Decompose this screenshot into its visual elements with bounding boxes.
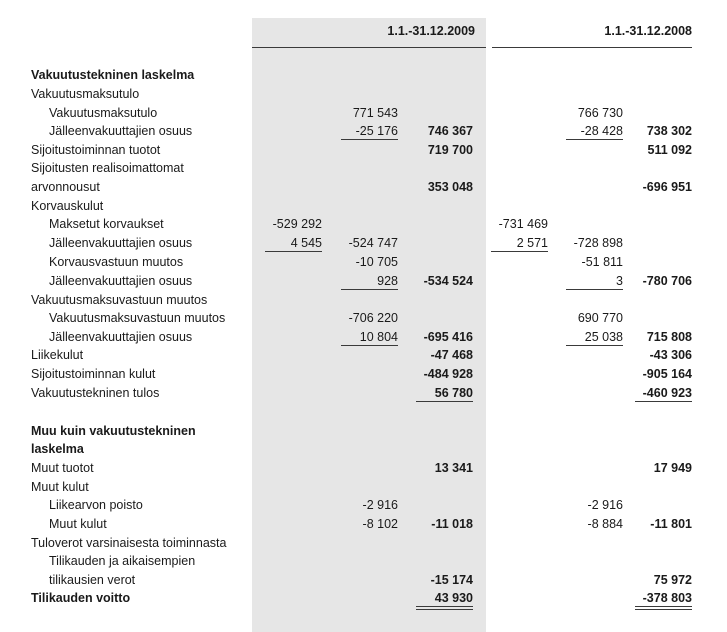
cell-2008-total: -378 803 (642, 591, 692, 605)
cell-2009-detail: -2 916 (362, 498, 398, 512)
cell-2008-sub: -731 469 (498, 217, 548, 231)
cell-2009-sub: 4 545 (290, 236, 322, 250)
underline-rule (566, 289, 623, 290)
table-row (0, 384, 727, 402)
cell-2008-total: 738 302 (646, 124, 692, 138)
row-label: Vakuutustekninen tulos (31, 386, 160, 400)
row-label: Jälleenvakuuttajien osuus (49, 124, 193, 138)
cell-2008-total: 511 092 (647, 143, 692, 157)
cell-2008-detail: 766 730 (577, 106, 623, 120)
cell-2008-total: -905 164 (642, 367, 692, 381)
row-label: Vakuutusmaksuvastuun muutos (31, 293, 208, 307)
cell-2008-total: -11 801 (650, 517, 692, 531)
table-row (0, 272, 727, 290)
row-label: Muut kulut (31, 480, 89, 494)
table-row (0, 159, 727, 177)
cell-2008-detail: -28 428 (580, 124, 623, 138)
cell-2009-total: -534 524 (423, 274, 473, 288)
cell-2009-total: 56 780 (434, 386, 473, 400)
cell-2009-detail: -706 220 (348, 311, 398, 325)
cell-2009-total: -484 928 (423, 367, 473, 381)
column-header-2009: 1.1.-31.12.2009 (387, 24, 475, 38)
header-rule-2009 (252, 47, 486, 48)
row-label: arvonnousut (31, 180, 100, 194)
cell-2008-sub: 2 571 (516, 236, 548, 250)
table-row (0, 122, 727, 140)
row-label: Tilikauden ja aikaisempien (49, 554, 196, 568)
cell-2009-detail: 10 804 (359, 330, 398, 344)
table-row (0, 534, 727, 552)
cell-2009-total: 13 341 (434, 461, 473, 475)
underline-rule (341, 345, 398, 346)
table-row (0, 253, 727, 271)
cell-2008-detail: -2 916 (587, 498, 623, 512)
table-row (0, 440, 727, 458)
underline-rule (265, 251, 322, 252)
underline-rule (635, 606, 692, 607)
row-label: Tilikauden voitto (31, 591, 131, 605)
underline-rule (341, 289, 398, 290)
underline-rule (416, 606, 473, 607)
table-row (0, 141, 727, 159)
underline-rule (491, 251, 548, 252)
cell-2009-detail: 771 543 (352, 106, 398, 120)
cell-2008-total: 715 808 (646, 330, 692, 344)
row-label: Korvauskulut (31, 199, 104, 213)
cell-2009-total: 746 367 (427, 124, 473, 138)
cell-2009-sub: -529 292 (272, 217, 322, 231)
table-row (0, 346, 727, 364)
cell-2008-detail: -728 898 (573, 236, 623, 250)
cell-2009-total: 353 048 (427, 180, 473, 194)
row-label: Sijoitusten realisoimattomat (31, 161, 184, 175)
row-label: Muu kuin vakuutustekninen (31, 424, 196, 438)
table-row (0, 571, 727, 589)
table-row (0, 365, 727, 383)
cell-2009-total: 719 700 (427, 143, 473, 157)
table-row (0, 85, 727, 103)
table-row (0, 515, 727, 533)
row-label: Jälleenvakuuttajien osuus (49, 274, 193, 288)
table-row (0, 496, 727, 514)
cell-2009-detail: -524 747 (348, 236, 398, 250)
cell-2008-detail: 25 038 (584, 330, 623, 344)
underline-rule (566, 345, 623, 346)
underline-rule (341, 139, 398, 140)
underline-rule (416, 401, 473, 402)
column-header-2008: 1.1.-31.12.2008 (604, 24, 692, 38)
table-row (0, 552, 727, 570)
cell-2009-detail: -8 102 (362, 517, 398, 531)
row-label: Vakuutusmaksutulo (31, 87, 140, 101)
row-label: Sijoitustoiminnan tuotot (31, 143, 161, 157)
cell-2008-total: -780 706 (642, 274, 692, 288)
underline-rule (635, 609, 692, 610)
row-label: tilikausien verot (49, 573, 136, 587)
cell-2008-total: 17 949 (653, 461, 692, 475)
table-row (0, 215, 727, 233)
cell-2009-detail: 928 (377, 274, 398, 288)
table-row (0, 66, 727, 84)
cell-2008-total: 75 972 (653, 573, 692, 587)
underline-rule (416, 609, 473, 610)
underline-rule (566, 139, 623, 140)
cell-2008-total: -696 951 (642, 180, 692, 194)
cell-2008-detail: 690 770 (577, 311, 623, 325)
row-label: Jälleenvakuuttajien osuus (49, 330, 193, 344)
table-row (0, 234, 727, 252)
row-label: Tuloverot varsinaisesta toiminnasta (31, 536, 227, 550)
header-rule-2008 (492, 47, 692, 48)
cell-2008-total: -43 306 (649, 348, 692, 362)
row-label: Vakuutusmaksuvastuun muutos (49, 311, 226, 325)
table-row (0, 104, 727, 122)
row-label: Vakuutustekninen laskelma (31, 68, 195, 82)
cell-2009-detail: -10 705 (355, 255, 398, 269)
cell-2009-total: -695 416 (423, 330, 473, 344)
table-row (0, 291, 727, 309)
cell-2009-total: -15 174 (430, 573, 473, 587)
table-row (0, 589, 727, 607)
cell-2009-total: -47 468 (430, 348, 473, 362)
cell-2008-total: -460 923 (642, 386, 692, 400)
row-label: laskelma (31, 442, 84, 456)
row-label: Muut kulut (49, 517, 107, 531)
row-label: Korvausvastuun muutos (49, 255, 184, 269)
row-label: Liikearvon poisto (49, 498, 143, 512)
underline-rule (635, 401, 692, 402)
table-row (0, 478, 727, 496)
row-label: Muut tuotot (31, 461, 94, 475)
cell-2009-detail: -25 176 (355, 124, 398, 138)
row-label: Vakuutusmaksutulo (49, 106, 158, 120)
table-row (0, 178, 727, 196)
row-label: Jälleenvakuuttajien osuus (49, 236, 193, 250)
cell-2008-detail: -51 811 (581, 255, 623, 269)
table-row (0, 328, 727, 346)
cell-2008-detail: -8 884 (587, 517, 623, 531)
cell-2009-total: 43 930 (434, 591, 473, 605)
row-label: Liikekulut (31, 348, 84, 362)
cell-2009-total: -11 018 (431, 517, 473, 531)
table-row (0, 422, 727, 440)
table-row (0, 459, 727, 477)
cell-2008-detail: 3 (616, 274, 623, 288)
row-label: Sijoitustoiminnan kulut (31, 367, 156, 381)
table-row (0, 309, 727, 327)
table-row (0, 197, 727, 215)
row-label: Maksetut korvaukset (49, 217, 164, 231)
